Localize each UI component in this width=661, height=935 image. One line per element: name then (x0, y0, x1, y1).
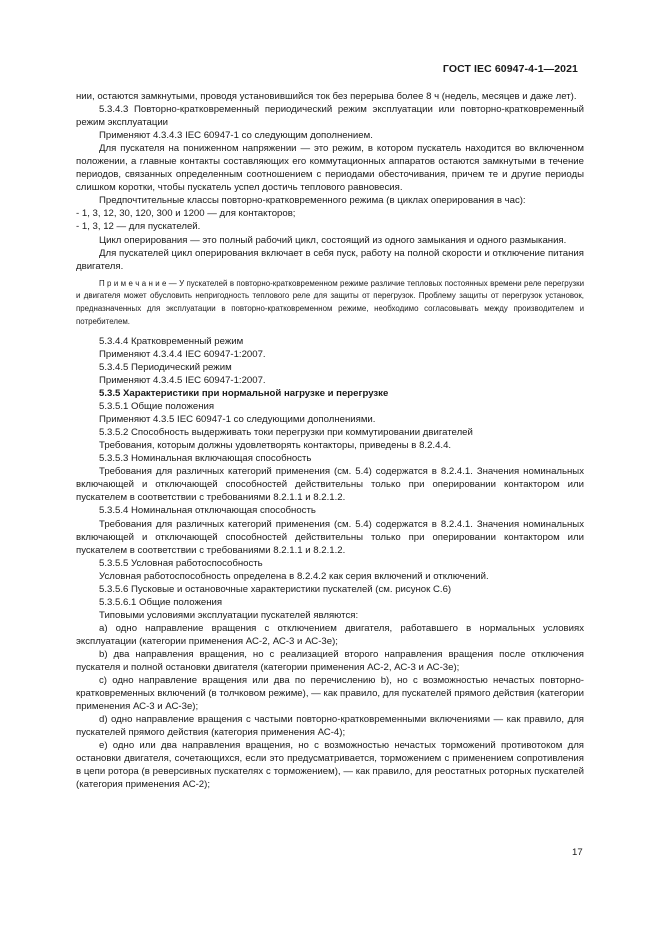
paragraph: 5.3.5.6.1 Общие положения (99, 596, 223, 608)
document-body (76, 90, 584, 791)
paragraph: Требования для различных категорий применения (см. 5.4) содержатся в 8.2.4.1. Значения номинальных включающей и отключающей способностей действительны только при оперировании контактором или пускателем в соответствии с требованиями 8.2.1.1 и 8.2.1.2. (76, 466, 584, 504)
paragraph: 5.3.5.4 Номинальная отключающая способность (99, 505, 316, 517)
paragraph: e) одно или два направления вращения, но с возможностью нечастых торможений противотоком для остановки двигателя, сочетающихся, если это предусматривается, торможением с применением сопротивления в цепи ротора (в реверсивных пускателях с торможением), — как правило, для реостатных роторных пускателей (категория применения АС-2); (76, 740, 584, 791)
paragraph: a) одно направление вращения с отключением двигателя, работавшего в нормальных условиях эксплуатации (категории применения АС-2, АС-3 и АС-3е); (76, 622, 584, 647)
paragraph: 5.3.5.1 Общие положения (99, 401, 215, 413)
paragraph: Для пускателей цикл оперирования включает в себя пуск, работу на полной скорости и отключение питания двигателя. (76, 247, 584, 272)
paragraph: Цикл оперирования — это полный рабочий цикл, состоящий из одного замыкания и одного размыкания. (99, 234, 567, 246)
paragraph: Условная работоспособность определена в 8.2.4.2 как серия включений и отключений. (99, 570, 489, 582)
paragraph: c) одно направление вращения или два по перечислению b), но с возможностью нечастых повторно-кратковременных включений (в толчковом режиме), — как правило, для пускателей прямого действия (категории применения АС-3 и АС-3е); (76, 675, 584, 713)
paragraph: нии, остаются замкнутыми, проводя установившийся ток без перерыва более 8 ч (недель, месяцев и даже лет). (76, 91, 577, 102)
paragraph: 5.3.5.6 Пусковые и остановочные характеристики пускателей (см. рисунок С.6) (99, 583, 452, 595)
paragraph: Применяют 4.3.5 IEC 60947-1 со следующими дополнениями. (99, 414, 376, 426)
standard-header: ГОСТ IEC 60947-4-1—2021 (442, 63, 578, 75)
paragraph: 5.3.5.2 Способность выдерживать токи перегрузки при коммутировании двигателей (99, 427, 473, 439)
paragraph: Требования для различных категорий применения (см. 5.4) содержатся в 8.2.4.1. Значения номинальных включающей и отключающей способностей действительны только при оперировании контактором или пускателем в соответствии с требованиями 8.2.1.1 и 8.2.1.2. (76, 518, 584, 556)
paragraph: 5.3.4.4 Кратковременный режим (99, 335, 244, 347)
paragraph: d) одно направление вращения с частыми повторно-кратковременными включениями — как правило, для пускателей прямого действия (категория применения АС-4); (76, 714, 584, 739)
paragraph: 5.3.5 Характеристики при нормальной нагрузке и перегрузке (99, 388, 389, 400)
paragraph: - 1, 3, 12 — для пускателей. (76, 221, 201, 233)
paragraph: 5.3.4.5 Периодический режим (99, 361, 232, 373)
note-paragraph: П р и м е ч а н и е — У пускателей в повторно-кратковременном режиме различие тепловых постоянных времени реле перегрузки и двигателя может обусловить непригодность теплового реле для защиты от перегрузок. Проблему защиты от перегрузок установок, предназначенных для эксплуатации в повторно-кратковременном режиме, необходимо согласовывать между производителем и потребителем. (76, 278, 584, 327)
paragraph: Для пускателя на пониженном напряжении — это режим, в котором пускатель находится во включенном положении, а главные контакты составляющих его коммутационных аппаратов остаются замкнутыми в течение периодов, связанных определенным соотношением с периодами обесточивания, причем те и другие периоды слишком коротки, чтобы пускатель успел достичь теплового равновесия. (76, 143, 584, 194)
paragraph: - 1, 3, 12, 30, 120, 300 и 1200 — для контакторов; (76, 208, 296, 220)
paragraph: Применяют 4.3.4.4 IEC 60947-1:2007. (99, 348, 266, 360)
paragraph: 5.3.4.3 Повторно-кратковременный периодический режим эксплуатации или повторно-кратковременный режим эксплуатации (76, 104, 584, 129)
paragraph: b) два направления вращения, но с реализацией второго направления вращения после отключения пускателя и полной остановки двигателя (категории применения АС-2, АС-3 и АС-3е); (76, 648, 584, 674)
paragraph: Применяют 4.3.4.3 IEC 60947-1 со следующим дополнением. (99, 130, 373, 142)
paragraph: 5.3.5.5 Условная работоспособность (99, 557, 263, 569)
paragraph: Типовыми условиями эксплуатации пускателей являются: (99, 609, 359, 621)
paragraph: Предпочтительные классы повторно-кратковременного режима (в циклах оперирования в час): (99, 195, 526, 207)
paragraph: Применяют 4.3.4.5 IEC 60947-1:2007. (99, 374, 266, 386)
paragraph: Требования, которым должны удовлетворять контакторы, приведены в 8.2.4.4. (99, 440, 452, 452)
paragraph: 5.3.5.3 Номинальная включающая способность (99, 453, 312, 465)
page-number: 17 (572, 847, 583, 858)
